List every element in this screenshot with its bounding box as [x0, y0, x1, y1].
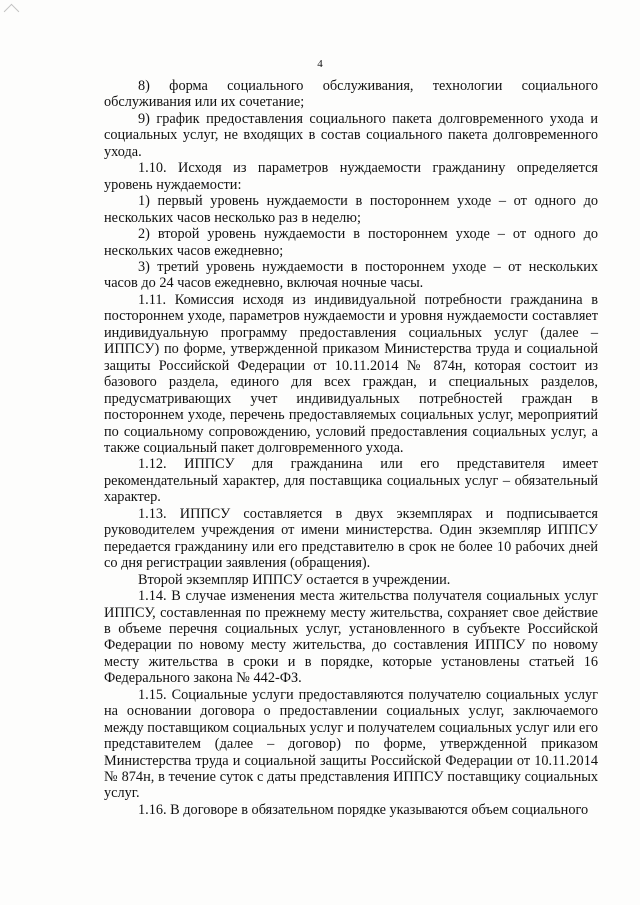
- paragraph-level-1: 1) первый уровень нуждаемости в постороннем уходе – от одного до нескольких часов несколько раз в неделю;: [104, 193, 598, 226]
- paragraph-1-15: 1.15. Социальные услуги предоставляются получателю социальных услуг на основании договора о предоставлении социальных услуг, заключаемого между поставщиком социальных услуг и получателем социальных услуг или его представителем (далее – договор) по форме, утвержденной приказом Министерства труда и социальной защиты Российской Федерации от 10.11.2014 № 874н, в течение суток с даты представления ИППСУ поставщику социальных услуг.: [104, 686, 598, 802]
- paragraph-second-copy: Второй экземпляр ИППСУ остается в учреждении.: [138, 571, 451, 588]
- page-number: 4: [317, 58, 323, 70]
- paragraph-1-10: 1.10. Исходя из параметров нуждаемости гражданину определяется уровень нуждаемости:: [104, 160, 598, 193]
- paragraph-item-9: 9) график предоставления социального пакета долговременного ухода и социальных услуг, не входящих в состав социального пакета долговременного ухода.: [104, 110, 598, 160]
- paragraph-1-14: 1.14. В случае изменения места жительства получателя социальных услуг ИППСУ, составленная по прежнему месту жительства, сохраняет свое действие в объеме перечня социальных услуг, установленного в субъекте Российской Федерации по новому месту жительства, до составления ИППСУ по новому месту жительства в сроки и в порядке, которые установлены статьей 16 Федерального закона № 442-ФЗ.: [104, 588, 598, 687]
- paragraph-1-12: 1.12. ИППСУ для гражданина или его представителя имеет рекомендательный характер, для поставщика социальных услуг – обязательный характер.: [104, 456, 598, 506]
- paragraph-1-13: 1.13. ИППСУ составляется в двух экземплярах и подписывается руководителем учреждения от имени министерства. Один экземпляр ИППСУ передается гражданину или его представителю в срок не более 10 рабочих дней со дня регистрации заявления (обращения).: [104, 505, 598, 572]
- paragraph-item-8: 8) форма социального обслуживания, технологии социального обслуживания или их сочетание;: [104, 78, 598, 111]
- paragraph-level-2: 2) второй уровень нуждаемости в постороннем уходе – от одного до нескольких часов ежедневно;: [104, 226, 598, 259]
- scan-corner-mark: [4, 4, 20, 20]
- document-body: [104, 78, 598, 818]
- paragraph-1-11: 1.11. Комиссия исходя из индивидуальной потребности гражданина в постороннем уходе, параметров нуждаемости и уровня нуждаемости составляет индивидуальную программу предоставления социальных услуг (далее – ИППСУ) по форме, утвержденной приказом Министерства труда и социальной защиты Российской Федерации от 10.11.2014 № 874н, которая состоит из базового раздела, единого для всех граждан, и специальных разделов, предусматривающих учет индивидуальных потребностей граждан в постороннем уходе, перечень предоставляемых социальных услуг, мероприятий по социальному сопровождению, условий предоставления социальных услуг, а также социальный пакет долговременного ухода.: [104, 291, 598, 456]
- paragraph-1-16: 1.16. В договоре в обязательном порядке указываются объем социального: [138, 801, 589, 818]
- paragraph-level-3: 3) третий уровень нуждаемости в постороннем уходе – от нескольких часов до 24 часов ежедневно, включая ночные часы.: [104, 258, 598, 292]
